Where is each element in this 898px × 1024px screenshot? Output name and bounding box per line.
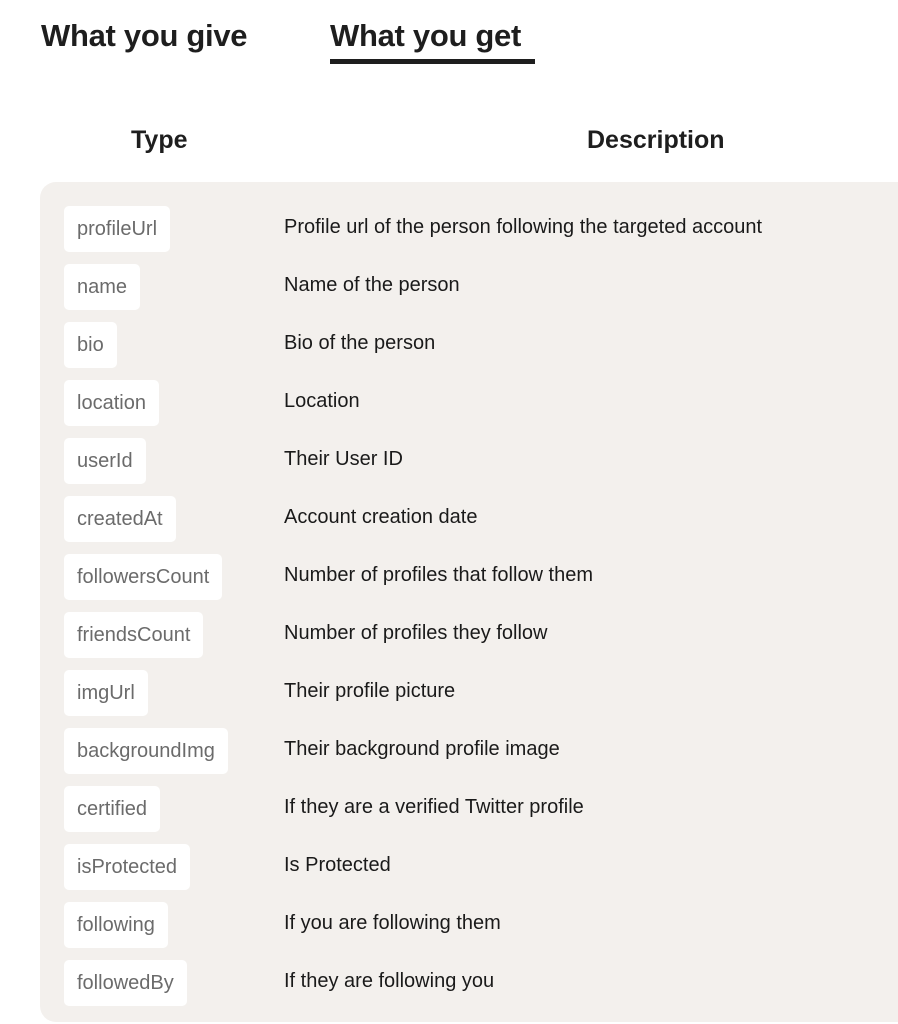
field-description: Name of the person	[284, 274, 460, 296]
field-type-badge: following	[64, 902, 168, 948]
tab-what-you-give[interactable]: What you give	[41, 18, 248, 53]
field-type-badge: name	[64, 264, 140, 310]
column-header-type: Type	[131, 126, 188, 154]
field-type-badge: userId	[64, 438, 146, 484]
field-type-badge: followedBy	[64, 960, 187, 1006]
table-row	[64, 496, 176, 542]
field-description: If they are following you	[284, 970, 495, 992]
table-row	[64, 728, 228, 774]
field-description: If they are a verified Twitter profile	[284, 796, 584, 818]
table-row	[64, 264, 140, 310]
table-row	[64, 380, 159, 426]
field-type-badge: bio	[64, 322, 117, 368]
fields-table	[40, 182, 898, 1022]
table-row	[64, 960, 187, 1006]
field-type-badge: createdAt	[64, 496, 176, 542]
table-row	[64, 612, 203, 658]
field-description: If you are following them	[284, 912, 501, 934]
field-description: Is Protected	[284, 854, 391, 876]
field-type-badge: location	[64, 380, 159, 426]
tab-what-you-get[interactable]: What you get	[330, 18, 521, 53]
table-row	[64, 902, 168, 948]
field-type-badge: backgroundImg	[64, 728, 228, 774]
table-row	[64, 554, 222, 600]
field-description: Their background profile image	[284, 738, 560, 760]
field-description: Location	[284, 390, 360, 412]
field-description: Account creation date	[284, 506, 478, 528]
table-row	[64, 844, 190, 890]
field-type-badge: imgUrl	[64, 670, 148, 716]
table-row	[64, 322, 117, 368]
table-row	[64, 206, 170, 252]
field-description: Number of profiles that follow them	[284, 564, 594, 586]
field-type-badge: certified	[64, 786, 160, 832]
table-row	[64, 438, 146, 484]
field-type-badge: friendsCount	[64, 612, 203, 658]
table-row	[64, 786, 160, 832]
field-description: Number of profiles they follow	[284, 622, 548, 644]
column-header-description: Description	[587, 126, 725, 154]
field-type-badge: isProtected	[64, 844, 190, 890]
field-description: Their profile picture	[284, 680, 456, 702]
field-description: Their User ID	[284, 448, 403, 470]
field-description: Bio of the person	[284, 332, 436, 354]
active-tab-underline	[330, 59, 535, 64]
field-description: Profile url of the person following the targeted account	[284, 216, 763, 238]
field-type-badge: profileUrl	[64, 206, 170, 252]
field-type-badge: followersCount	[64, 554, 222, 600]
table-row	[64, 670, 148, 716]
